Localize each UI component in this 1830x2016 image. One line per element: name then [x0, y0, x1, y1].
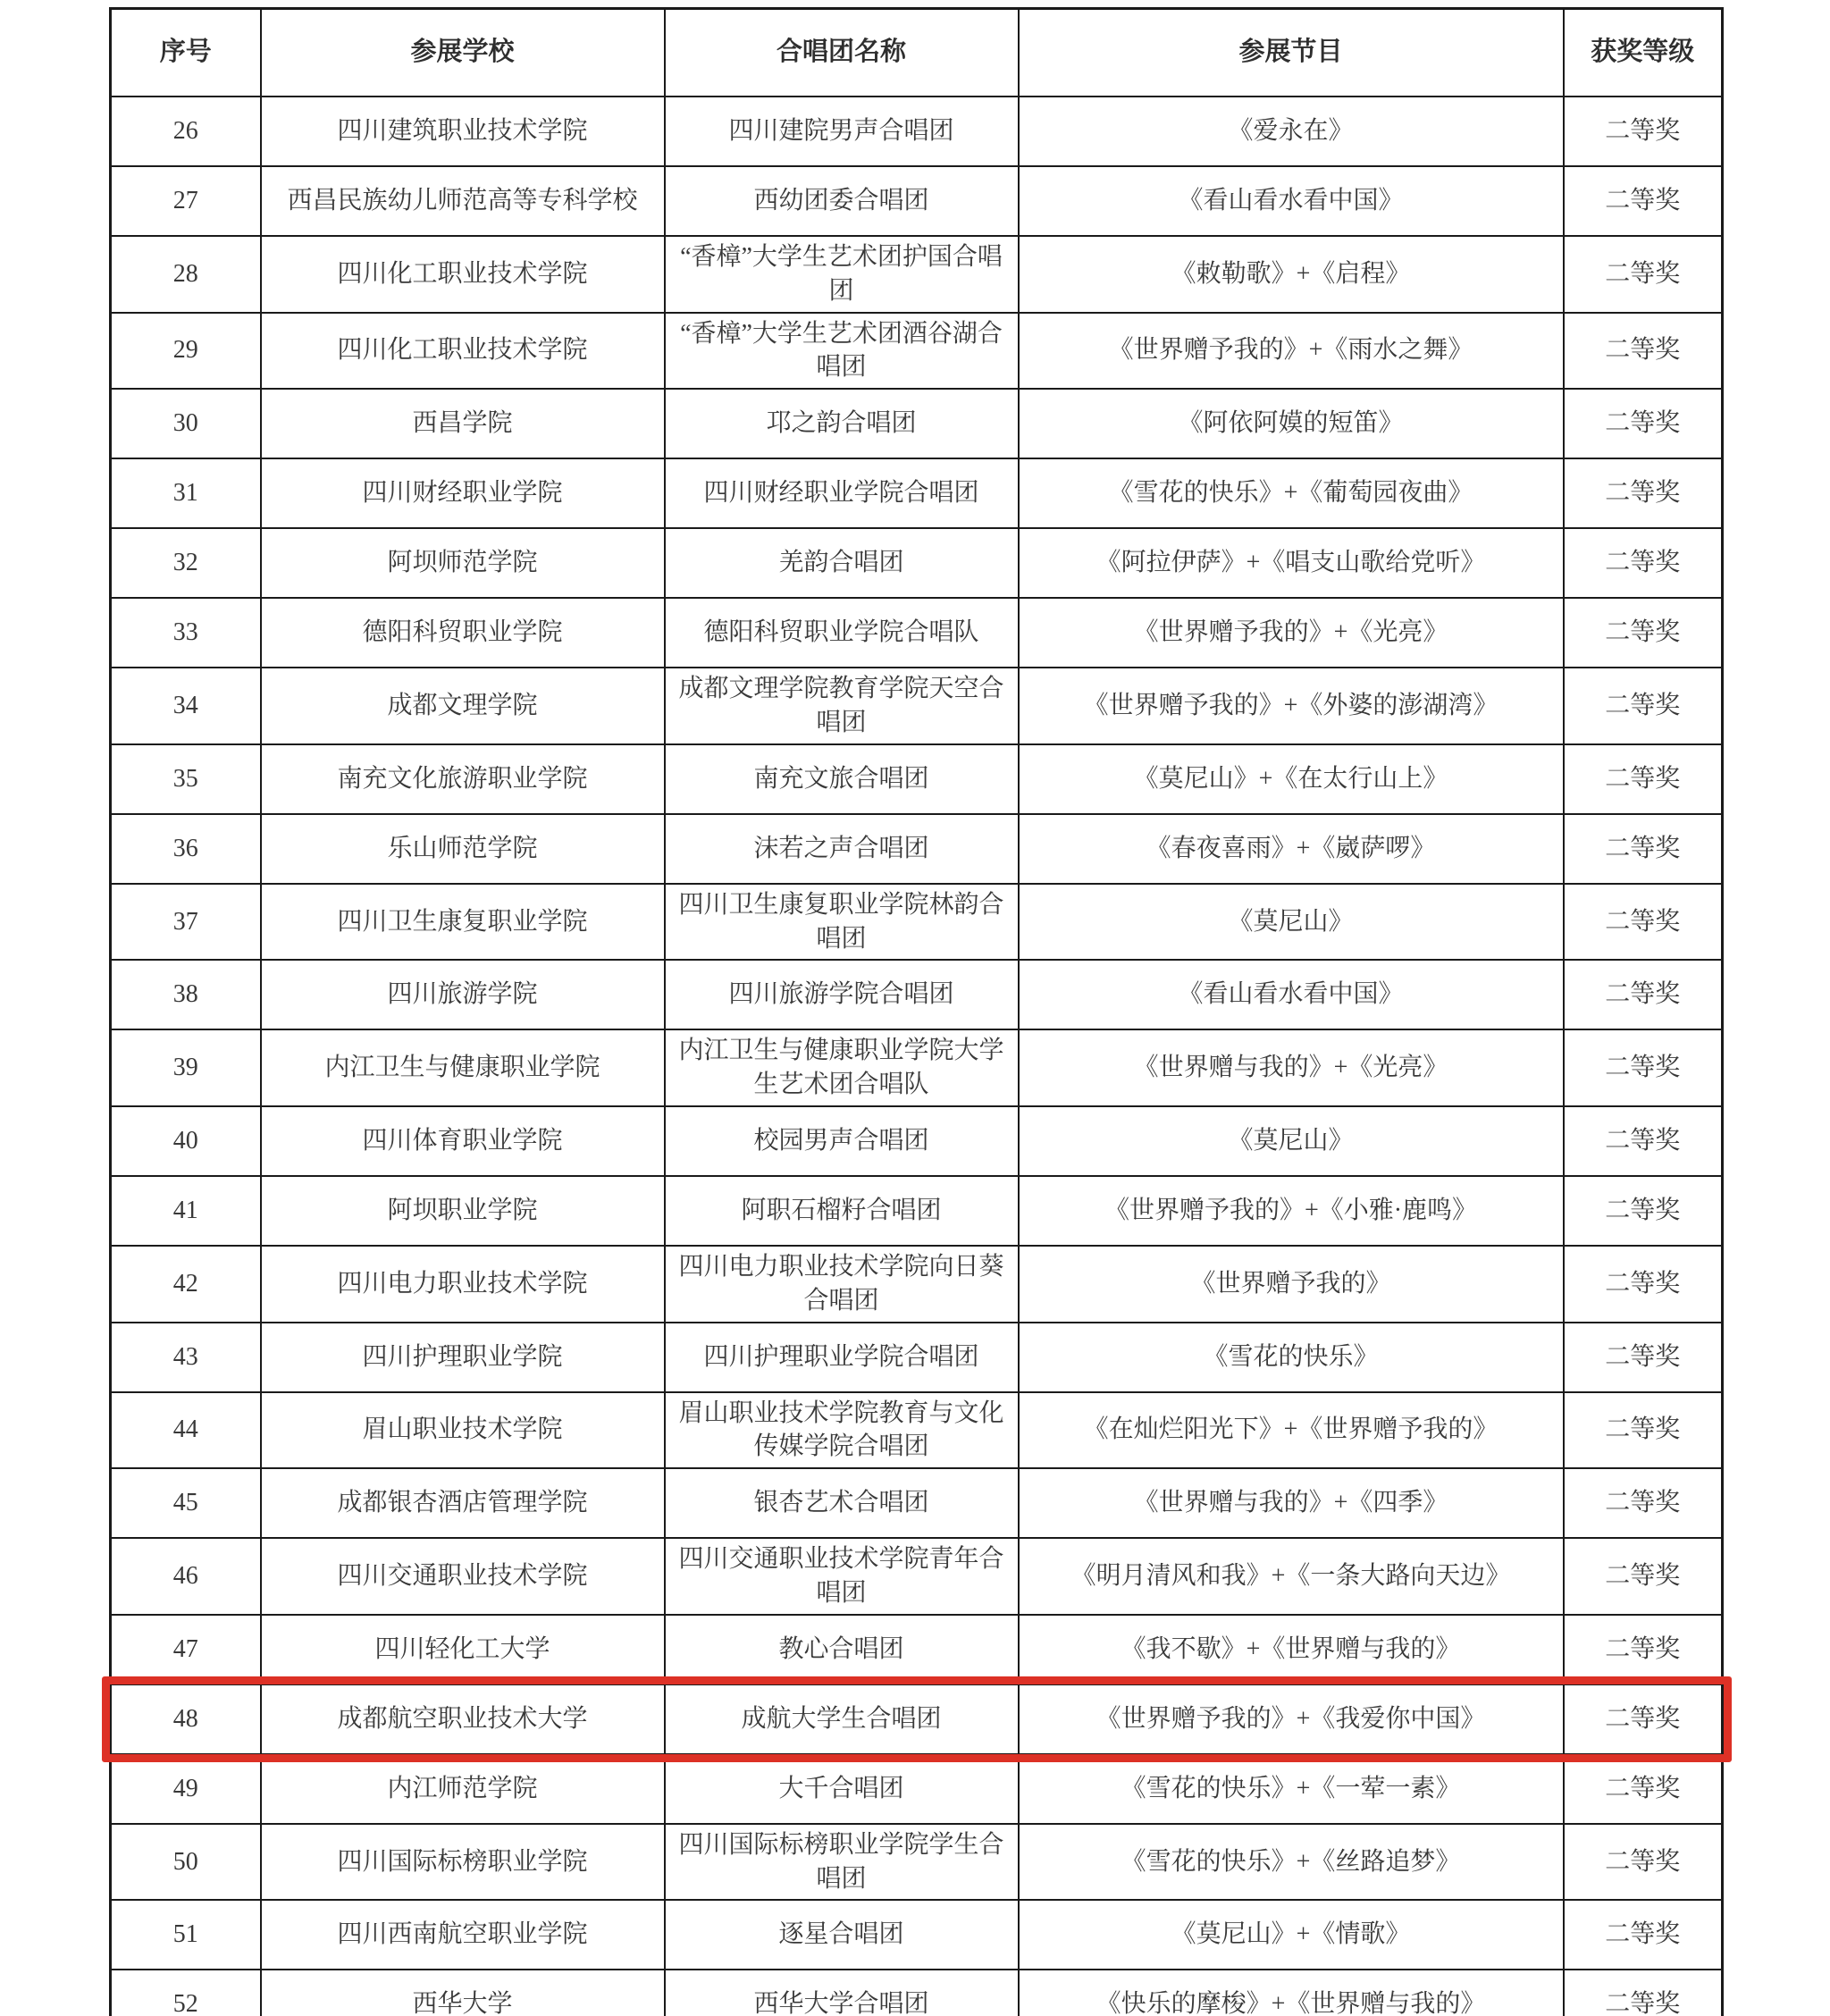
cell-choir: 西华大学合唱团	[665, 1970, 1019, 2016]
cell-award: 二等奖	[1564, 1029, 1723, 1106]
cell-award: 二等奖	[1564, 1615, 1723, 1684]
cell-program: 《世界赠予我的》+《外婆的澎湖湾》	[1019, 668, 1564, 744]
cell-school: 四川护理职业学院	[261, 1323, 665, 1392]
cell-award: 二等奖	[1564, 884, 1723, 961]
cell-choir: 逐星合唱团	[665, 1900, 1019, 1970]
cell-choir: “香樟”大学生艺术团酒谷湖合唱团	[665, 313, 1019, 390]
header-row	[111, 9, 1723, 97]
col-header-school: 参展学校	[261, 9, 665, 97]
cell-program: 《世界赠予我的》+《雨水之舞》	[1019, 313, 1564, 390]
table-row	[111, 1615, 1723, 1684]
table-row	[111, 1684, 1723, 1754]
table-row	[111, 389, 1723, 458]
cell-index: 51	[111, 1900, 261, 1970]
cell-program: 《雪花的快乐》+《一荤一素》	[1019, 1754, 1564, 1824]
cell-award: 二等奖	[1564, 1754, 1723, 1824]
cell-choir: 南充文旅合唱团	[665, 744, 1019, 814]
cell-choir: 大千合唱团	[665, 1754, 1019, 1824]
cell-award: 二等奖	[1564, 668, 1723, 744]
awards-table	[109, 7, 1724, 2016]
cell-school: 四川化工职业技术学院	[261, 313, 665, 390]
table-row	[111, 1900, 1723, 1970]
cell-choir: 阿职石榴籽合唱团	[665, 1176, 1019, 1246]
cell-program: 《莫尼山》+《情歌》	[1019, 1900, 1564, 1970]
cell-school: 四川交通职业技术学院	[261, 1538, 665, 1615]
table-row	[111, 960, 1723, 1029]
table-row	[111, 1323, 1723, 1392]
cell-award: 二等奖	[1564, 814, 1723, 884]
cell-program: 《敕勒歌》+《启程》	[1019, 236, 1564, 313]
cell-choir: 银杏艺术合唱团	[665, 1468, 1019, 1538]
cell-program: 《世界赠予我的》	[1019, 1246, 1564, 1323]
cell-school: 四川旅游学院	[261, 960, 665, 1029]
cell-index: 34	[111, 668, 261, 744]
table-row	[111, 1029, 1723, 1106]
cell-award: 二等奖	[1564, 1468, 1723, 1538]
cell-index: 46	[111, 1538, 261, 1615]
cell-choir: 四川建院男声合唱团	[665, 97, 1019, 166]
cell-choir: 成航大学生合唱团	[665, 1684, 1019, 1754]
cell-program: 《阿拉伊萨》+《唱支山歌给党听》	[1019, 528, 1564, 598]
cell-index: 40	[111, 1106, 261, 1176]
cell-school: 西昌学院	[261, 389, 665, 458]
cell-program: 《雪花的快乐》	[1019, 1323, 1564, 1392]
cell-award: 二等奖	[1564, 1176, 1723, 1246]
table-row	[111, 1106, 1723, 1176]
cell-choir: 校园男声合唱团	[665, 1106, 1019, 1176]
cell-program: 《莫尼山》+《在太行山上》	[1019, 744, 1564, 814]
cell-school: 西华大学	[261, 1970, 665, 2016]
cell-award: 二等奖	[1564, 97, 1723, 166]
cell-index: 29	[111, 313, 261, 390]
cell-index: 35	[111, 744, 261, 814]
table-row	[111, 1754, 1723, 1824]
cell-award: 二等奖	[1564, 1323, 1723, 1392]
cell-program: 《世界赠与我的》+《四季》	[1019, 1468, 1564, 1538]
table-row	[111, 236, 1723, 313]
cell-index: 41	[111, 1176, 261, 1246]
cell-school: 阿坝师范学院	[261, 528, 665, 598]
cell-index: 43	[111, 1323, 261, 1392]
cell-school: 南充文化旅游职业学院	[261, 744, 665, 814]
cell-choir: 四川电力职业技术学院向日葵合唱团	[665, 1246, 1019, 1323]
cell-award: 二等奖	[1564, 1246, 1723, 1323]
cell-school: 四川财经职业学院	[261, 458, 665, 528]
table-row	[111, 166, 1723, 236]
cell-program: 《莫尼山》	[1019, 884, 1564, 961]
cell-program: 《世界赠予我的》+《我爱你中国》	[1019, 1684, 1564, 1754]
cell-choir: 内江卫生与健康职业学院大学生艺术团合唱队	[665, 1029, 1019, 1106]
table-row	[111, 1468, 1723, 1538]
cell-choir: 羌韵合唱团	[665, 528, 1019, 598]
cell-program: 《爱永在》	[1019, 97, 1564, 166]
cell-choir: 四川国际标榜职业学院学生合唱团	[665, 1824, 1019, 1901]
cell-program: 《阿依阿嫫的短笛》	[1019, 389, 1564, 458]
cell-index: 52	[111, 1970, 261, 2016]
cell-award: 二等奖	[1564, 528, 1723, 598]
col-header-award: 获奖等级	[1564, 9, 1723, 97]
cell-choir: 成都文理学院教育学院天空合唱团	[665, 668, 1019, 744]
table-body	[111, 97, 1723, 2016]
cell-school: 四川电力职业技术学院	[261, 1246, 665, 1323]
cell-award: 二等奖	[1564, 1684, 1723, 1754]
cell-award: 二等奖	[1564, 1538, 1723, 1615]
table-row	[111, 668, 1723, 744]
cell-program: 《春夜喜雨》+《崴萨啰》	[1019, 814, 1564, 884]
cell-award: 二等奖	[1564, 166, 1723, 236]
cell-index: 48	[111, 1684, 261, 1754]
cell-award: 二等奖	[1564, 313, 1723, 390]
cell-award: 二等奖	[1564, 1392, 1723, 1469]
cell-index: 49	[111, 1754, 261, 1824]
cell-index: 39	[111, 1029, 261, 1106]
cell-award: 二等奖	[1564, 744, 1723, 814]
table-row	[111, 814, 1723, 884]
cell-program: 《雪花的快乐》+《葡萄园夜曲》	[1019, 458, 1564, 528]
cell-index: 50	[111, 1824, 261, 1901]
cell-program: 《明月清风和我》+《一条大路向天边》	[1019, 1538, 1564, 1615]
cell-choir: 四川财经职业学院合唱团	[665, 458, 1019, 528]
cell-index: 33	[111, 598, 261, 668]
cell-school: 四川卫生康复职业学院	[261, 884, 665, 961]
cell-choir: 四川卫生康复职业学院林韵合唱团	[665, 884, 1019, 961]
table-row	[111, 1392, 1723, 1469]
cell-index: 30	[111, 389, 261, 458]
table-row	[111, 458, 1723, 528]
table-row	[111, 97, 1723, 166]
cell-index: 44	[111, 1392, 261, 1469]
cell-award: 二等奖	[1564, 236, 1723, 313]
cell-school: 眉山职业技术学院	[261, 1392, 665, 1469]
cell-school: 德阳科贸职业学院	[261, 598, 665, 668]
cell-school: 内江卫生与健康职业学院	[261, 1029, 665, 1106]
cell-index: 26	[111, 97, 261, 166]
cell-program: 《世界赠予我的》+《小雅·鹿鸣》	[1019, 1176, 1564, 1246]
cell-index: 31	[111, 458, 261, 528]
cell-school: 成都文理学院	[261, 668, 665, 744]
cell-index: 37	[111, 884, 261, 961]
cell-school: 成都航空职业技术大学	[261, 1684, 665, 1754]
table-row	[111, 313, 1723, 390]
cell-award: 二等奖	[1564, 389, 1723, 458]
cell-program: 《在灿烂阳光下》+《世界赠予我的》	[1019, 1392, 1564, 1469]
table-row	[111, 884, 1723, 961]
table-row	[111, 1824, 1723, 1901]
cell-program: 《看山看水看中国》	[1019, 960, 1564, 1029]
cell-index: 32	[111, 528, 261, 598]
cell-school: 西昌民族幼儿师范高等专科学校	[261, 166, 665, 236]
cell-index: 27	[111, 166, 261, 236]
cell-school: 四川国际标榜职业学院	[261, 1824, 665, 1901]
cell-choir: 教心合唱团	[665, 1615, 1019, 1684]
col-header-index: 序号	[111, 9, 261, 97]
cell-program: 《快乐的摩梭》+《世界赠与我的》	[1019, 1970, 1564, 2016]
table-row	[111, 598, 1723, 668]
cell-school: 乐山师范学院	[261, 814, 665, 884]
cell-choir: 四川护理职业学院合唱团	[665, 1323, 1019, 1392]
cell-choir: 眉山职业技术学院教育与文化传媒学院合唱团	[665, 1392, 1019, 1469]
cell-award: 二等奖	[1564, 458, 1723, 528]
cell-index: 45	[111, 1468, 261, 1538]
cell-award: 二等奖	[1564, 1824, 1723, 1901]
cell-program: 《我不歇》+《世界赠与我的》	[1019, 1615, 1564, 1684]
cell-choir: 西幼团委合唱团	[665, 166, 1019, 236]
cell-choir: “香樟”大学生艺术团护国合唱团	[665, 236, 1019, 313]
table-row	[111, 744, 1723, 814]
cell-choir: 沫若之声合唱团	[665, 814, 1019, 884]
cell-program: 《世界赠予我的》+《光亮》	[1019, 598, 1564, 668]
cell-index: 36	[111, 814, 261, 884]
cell-choir: 邛之韵合唱团	[665, 389, 1019, 458]
cell-index: 28	[111, 236, 261, 313]
cell-program: 《莫尼山》	[1019, 1106, 1564, 1176]
cell-school: 四川化工职业技术学院	[261, 236, 665, 313]
cell-index: 47	[111, 1615, 261, 1684]
table-row	[111, 528, 1723, 598]
col-header-program: 参展节目	[1019, 9, 1564, 97]
table-row	[111, 1246, 1723, 1323]
cell-award: 二等奖	[1564, 1106, 1723, 1176]
table-row	[111, 1176, 1723, 1246]
cell-choir: 四川旅游学院合唱团	[665, 960, 1019, 1029]
cell-school: 内江师范学院	[261, 1754, 665, 1824]
cell-award: 二等奖	[1564, 960, 1723, 1029]
table-row	[111, 1970, 1723, 2016]
table-row	[111, 1538, 1723, 1615]
cell-school: 四川轻化工大学	[261, 1615, 665, 1684]
cell-choir: 四川交通职业技术学院青年合唱团	[665, 1538, 1019, 1615]
cell-school: 成都银杏酒店管理学院	[261, 1468, 665, 1538]
cell-program: 《雪花的快乐》+《丝路追梦》	[1019, 1824, 1564, 1901]
cell-program: 《看山看水看中国》	[1019, 166, 1564, 236]
cell-award: 二等奖	[1564, 1900, 1723, 1970]
cell-award: 二等奖	[1564, 598, 1723, 668]
cell-index: 42	[111, 1246, 261, 1323]
cell-school: 四川西南航空职业学院	[261, 1900, 665, 1970]
cell-index: 38	[111, 960, 261, 1029]
cell-school: 阿坝职业学院	[261, 1176, 665, 1246]
cell-award: 二等奖	[1564, 1970, 1723, 2016]
cell-school: 四川体育职业学院	[261, 1106, 665, 1176]
col-header-choir: 合唱团名称	[665, 9, 1019, 97]
cell-choir: 德阳科贸职业学院合唱队	[665, 598, 1019, 668]
cell-program: 《世界赠与我的》+《光亮》	[1019, 1029, 1564, 1106]
cell-school: 四川建筑职业技术学院	[261, 97, 665, 166]
